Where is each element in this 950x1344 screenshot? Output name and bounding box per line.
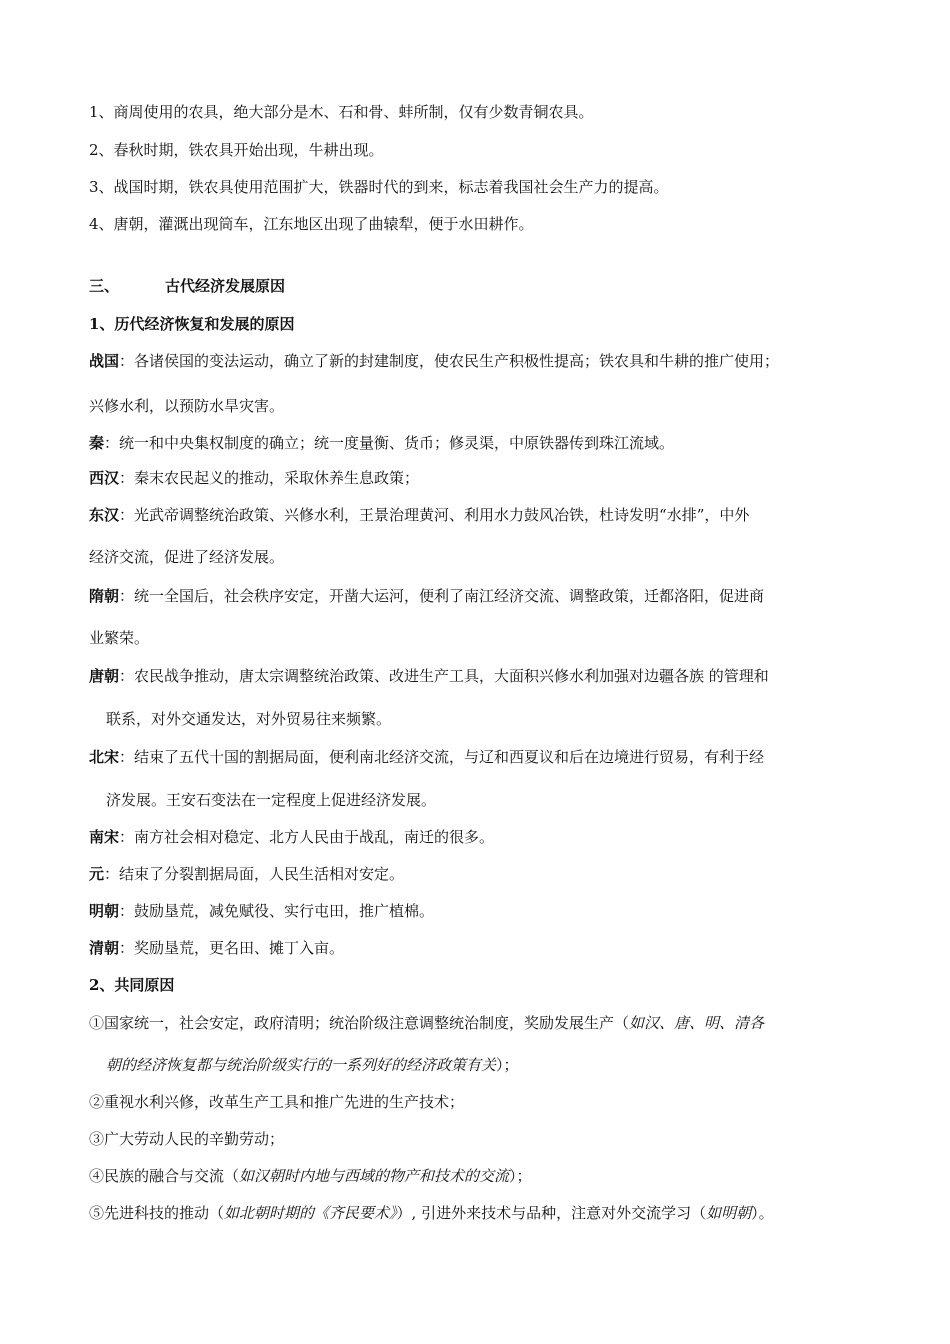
item-label: 西汉 bbox=[89, 469, 120, 487]
reason-item-xihan bbox=[89, 468, 419, 488]
item-italic: 如汉、唐、明、清各 bbox=[629, 1014, 765, 1032]
item-label: 南宋 bbox=[89, 828, 120, 846]
item-mark: ⑤ bbox=[89, 1204, 105, 1222]
reason-item-qingchao bbox=[89, 938, 344, 958]
item-text: 重视水利兴修，改革生产工具和推广先进的生产技术； bbox=[104, 1093, 465, 1111]
item-text: 国家统一，社会安定，政府清明；统治阶级注意调整统治制度，奖励发展生产（ bbox=[104, 1014, 630, 1032]
reason-item-suichao bbox=[89, 586, 764, 606]
reason-item-qin bbox=[89, 433, 674, 453]
intro-list-item-2: 2、春秋时期，铁农具开始出现，牛耕出现。 bbox=[89, 141, 384, 159]
reason-item-tangchao-cont: 联系，对外交通发达，对外贸易往来频繁。 bbox=[106, 710, 392, 728]
section-heading bbox=[89, 276, 285, 296]
item-label: 战国 bbox=[89, 352, 120, 370]
item-tail: ）； bbox=[496, 1056, 519, 1074]
item-text: 先进科技的推动（ bbox=[104, 1204, 225, 1222]
reason-item-suichao-cont: 业繁荣。 bbox=[89, 629, 150, 647]
item-text: ：各诸侯国的变法运动，确立了新的封建制度，使农民生产积极性提高；铁农具和牛耕的推广使用； bbox=[119, 352, 780, 370]
item-text: ：农民战争推动，唐太宗调整统治政策、改进生产工具，大面积兴修水利加强对边疆各族 的管理和 bbox=[119, 667, 769, 685]
reason-item-beisong-cont: 济发展。王安石变法在一定程度上促进经济发展。 bbox=[106, 791, 437, 809]
item-mark: ④ bbox=[89, 1167, 105, 1185]
item-italic: 如汉朝时内地与西域的物产和技术的交流 bbox=[239, 1167, 510, 1185]
item-tail-2: ）。 bbox=[751, 1204, 774, 1222]
item-mark: ② bbox=[89, 1093, 105, 1111]
item-label: 元 bbox=[89, 865, 105, 883]
item-text: ：统一全国后，社会秩序安定，开凿大运河，便利了南江经济交流、调整政策，迁都洛阳，促进商 bbox=[119, 587, 765, 605]
section-title: 古代经济发展原因 bbox=[165, 277, 286, 295]
item-text: ：南方社会相对稳定、北方人民由于战乱，南迁的很多。 bbox=[119, 828, 495, 846]
reason-item-donghan bbox=[89, 505, 749, 525]
section-number: 三、 bbox=[89, 277, 120, 295]
item-italic: 朝的经济恢复都与统治阶级实行的一系列好的经济政策有关 bbox=[106, 1056, 497, 1074]
item-text: ：鼓励垦荒，减免赋役、实行屯田，推广植棉。 bbox=[119, 902, 435, 920]
item-label: 明朝 bbox=[89, 902, 120, 920]
item-tail: ）, 引进外来技术与品种，注意对外交流学习（ bbox=[396, 1204, 707, 1222]
subsection-2-heading: 2、共同原因 bbox=[89, 976, 175, 994]
item-text: ：统一和中央集权制度的确立；统一度量衡、货币；修灵渠，中原铁器传到珠江流域。 bbox=[104, 434, 675, 452]
item-tail: ）； bbox=[509, 1167, 532, 1185]
reason-item-zhanguo bbox=[89, 351, 779, 371]
intro-list-item-1: 1、商周使用的农具，绝大部分是木、石和骨、蚌所制，仅有少数青铜农具。 bbox=[89, 103, 594, 121]
common-reason-1-cont bbox=[106, 1055, 519, 1075]
common-reason-4 bbox=[89, 1166, 532, 1186]
item-label: 北宋 bbox=[89, 748, 120, 766]
item-label: 清朝 bbox=[89, 939, 120, 957]
common-reason-5 bbox=[89, 1203, 774, 1223]
intro-list-item-3: 3、战国时期，铁农具使用范围扩大，铁器时代的到来，标志着我国社会生产力的提高。 bbox=[89, 178, 669, 196]
item-text: ：秦末农民起义的推动，采取休养生息政策； bbox=[119, 469, 420, 487]
reason-item-donghan-cont: 经济交流，促进了经济发展。 bbox=[89, 548, 285, 566]
reason-item-zhanguo-cont: 兴修水利，以预防水旱灾害。 bbox=[89, 397, 285, 415]
reason-item-beisong bbox=[89, 747, 764, 767]
item-text: ：结束了分裂割据局面，人民生活相对安定。 bbox=[104, 865, 405, 883]
item-label: 隋朝 bbox=[89, 587, 120, 605]
item-italic: 如北朝时期的《齐民要术》 bbox=[224, 1204, 397, 1222]
item-label: 东汉 bbox=[89, 506, 120, 524]
item-text: ：奖励垦荒，更名田、摊丁入亩。 bbox=[119, 939, 345, 957]
item-text: 广大劳动人民的辛勤劳动； bbox=[104, 1130, 285, 1148]
reason-item-yuan bbox=[89, 864, 404, 884]
item-text: ：结束了五代十国的割据局面，便利南北经济交流，与辽和西夏议和后在边境进行贸易，有利于经 bbox=[119, 748, 765, 766]
item-text: 民族的融合与交流（ bbox=[104, 1167, 240, 1185]
reason-item-nansong bbox=[89, 827, 494, 847]
item-text: ：光武帝调整统治政策、兴修水利，王景治理黄河、利用水力鼓风冶铁，杜诗发明“水排”，中外 bbox=[119, 506, 750, 524]
intro-list-item-4: 4、唐朝，灌溉出现筒车，江东地区出现了曲辕犁，便于水田耕作。 bbox=[89, 215, 534, 233]
item-italic-2: 如明朝 bbox=[706, 1204, 752, 1222]
item-mark: ① bbox=[89, 1014, 105, 1032]
common-reason-3 bbox=[89, 1129, 284, 1149]
reason-item-mingchao bbox=[89, 901, 434, 921]
reason-item-tangchao bbox=[89, 666, 769, 686]
item-label: 唐朝 bbox=[89, 667, 120, 685]
item-mark: ③ bbox=[89, 1130, 105, 1148]
common-reason-1 bbox=[89, 1013, 764, 1033]
subsection-1-heading: 1、历代经济恢复和发展的原因 bbox=[89, 315, 295, 333]
common-reason-2 bbox=[89, 1092, 464, 1112]
item-label: 秦 bbox=[89, 434, 105, 452]
